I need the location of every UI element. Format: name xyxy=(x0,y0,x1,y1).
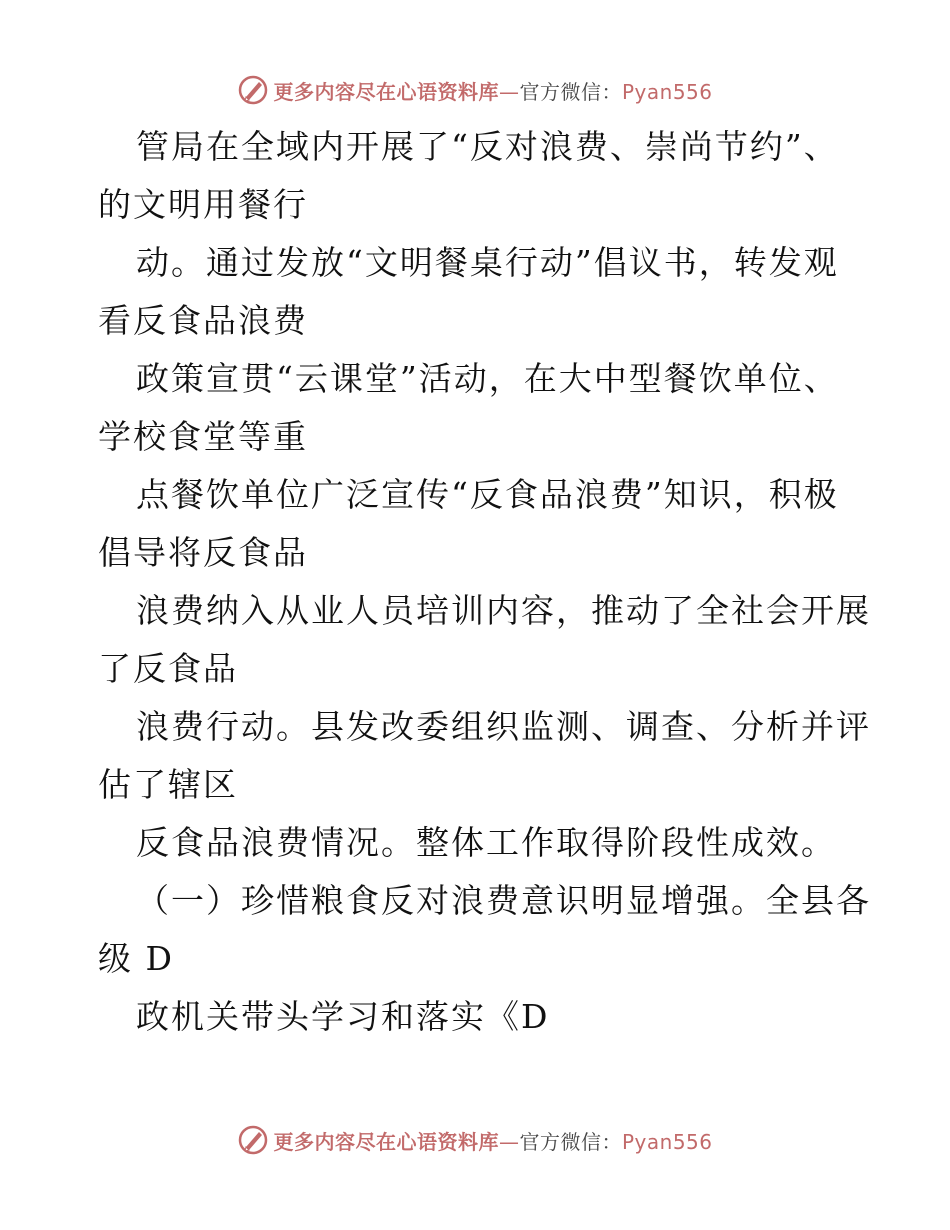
banner-main-text: 更多内容尽在心语资料库 xyxy=(273,1129,499,1154)
banner-sub-text: 官方微信： xyxy=(519,79,622,104)
header-banner-text xyxy=(273,76,712,105)
document-body xyxy=(98,118,871,1046)
text-line: 浪费纳入从业人员培训内容，推动了全社会开展 xyxy=(136,591,871,630)
text-line: 学校食堂等重 xyxy=(98,417,308,456)
text-line: 政策宣贯“云课堂”活动，在大中型餐饮单位、 xyxy=(136,359,839,398)
footer-banner-text xyxy=(273,1126,712,1155)
text-line: 看反食品浪费 xyxy=(98,301,308,340)
banner-dash: — xyxy=(498,79,520,104)
pen-logo-icon xyxy=(237,74,269,106)
text-line: 级 D xyxy=(98,939,174,978)
text-line: 管局在全域内开展了“反对浪费、崇尚节约”、 xyxy=(136,127,839,166)
banner-sub-text: 官方微信： xyxy=(519,1129,622,1154)
text-line: 政机关带头学习和落实《D xyxy=(136,997,550,1036)
section-heading-line: （一）珍惜粮食反对浪费意识明显增强。全县各 xyxy=(136,881,871,920)
banner-wechat-id: Pyan556 xyxy=(621,1129,713,1154)
text-line: 了反食品 xyxy=(98,649,238,688)
text-line: 倡导将反食品 xyxy=(98,533,308,572)
banner-wechat-id: Pyan556 xyxy=(621,79,713,104)
pen-logo-icon xyxy=(237,1124,269,1156)
text-line: 浪费行动。县发改委组织监测、调查、分析并评 xyxy=(136,707,871,746)
header-watermark-banner xyxy=(0,72,950,108)
text-line: 动。通过发放“文明餐桌行动”倡议书，转发观 xyxy=(136,243,839,282)
banner-dash: — xyxy=(498,1129,520,1154)
text-line: 点餐饮单位广泛宣传“反食品浪费”知识，积极 xyxy=(136,475,839,514)
text-line: 估了辖区 xyxy=(98,765,238,804)
banner-main-text: 更多内容尽在心语资料库 xyxy=(273,79,499,104)
text-line: 反食品浪费情况。整体工作取得阶段性成效。 xyxy=(136,823,836,862)
footer-watermark-banner xyxy=(0,1122,950,1158)
text-line: 的文明用餐行 xyxy=(98,185,308,224)
